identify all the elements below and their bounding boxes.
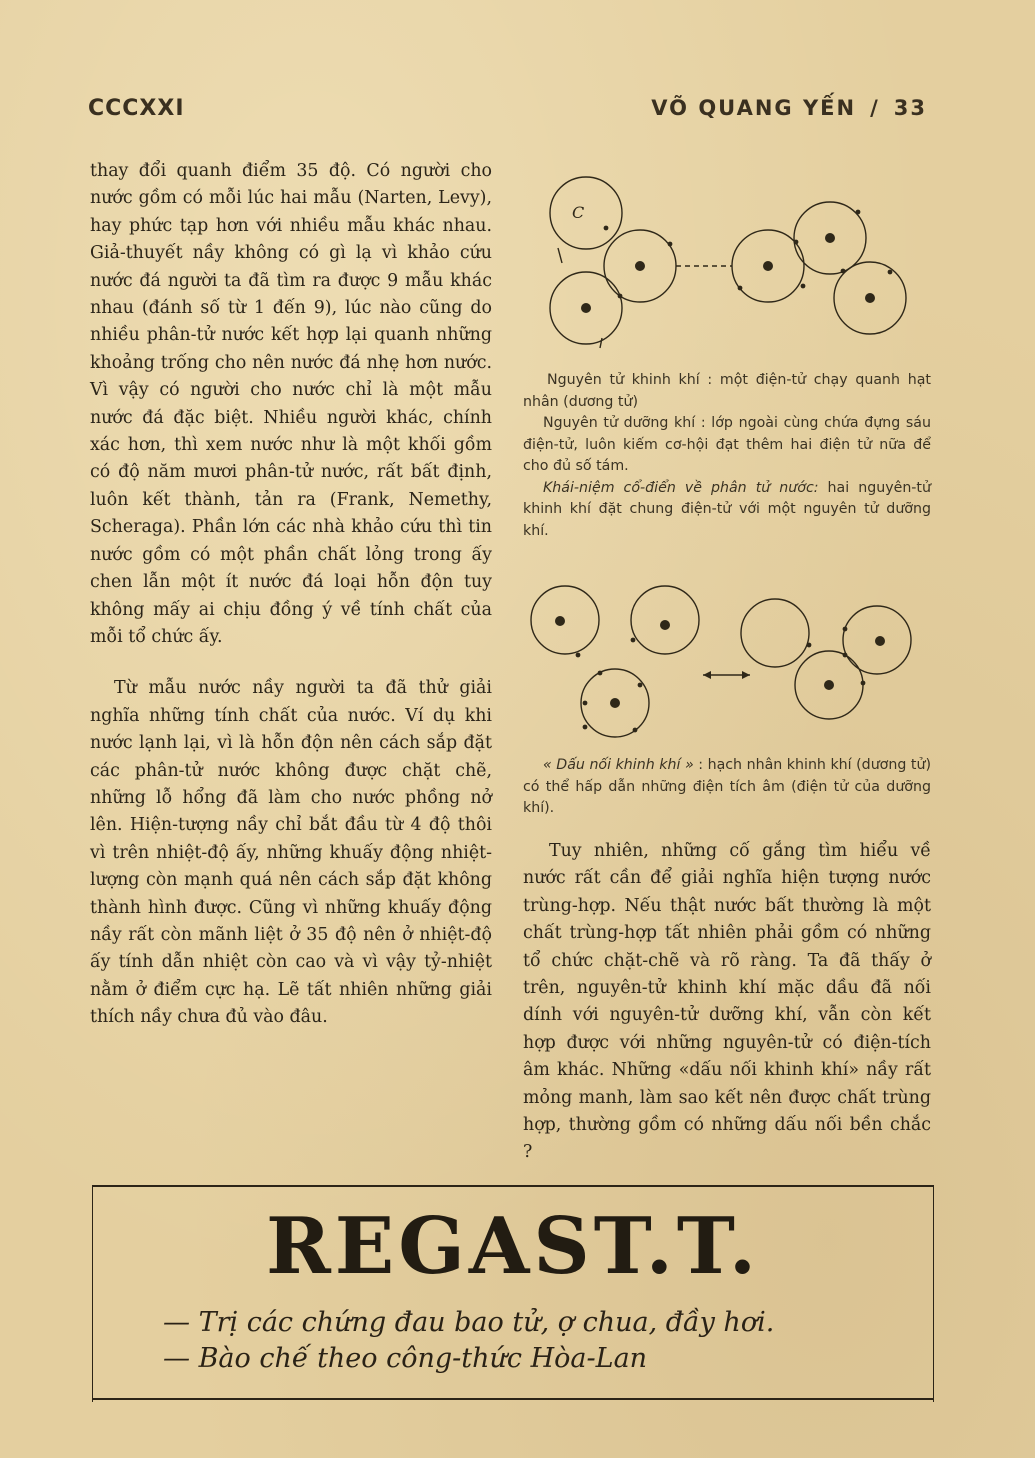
electron-dot [604, 226, 609, 231]
caption-oxygen: Nguyên tử dưỡng khí : lớp ngoài cùng chứa đựng sáu điện-tử, luôn kiếm cơ-hội đạt thêm hai điện tử nữa để cho đủ số tám. [523, 415, 931, 474]
nucleus-dot-2 [581, 303, 591, 313]
ad-bottom-rule [92, 1398, 934, 1400]
left-paragraph-2: Từ mẫu nước nầy người ta đã thử giải nghĩa những tính chất của nước. Ví dụ khi nước lạnh lại, vì là hỗn độn nên cách sắp đặt các phân-tử nước không được chặt chẽ, những lỗ hổng đã làm cho nước phồng nở lên. Hiện-tượng nầy chỉ bắt đầu từ 4 độ thôi vì trên nhiệt-độ ấy, những khuấy động nhiệt-lượng còn mạnh quá nên cách sắp đặt không thành hình được. Cũng vì những khuấy động nầy rất còn mãnh liệt ở 35 độ nên ở nhiệt-độ ấy tính dẫn nhiệt còn cao và vì vậy tỷ-nhiệt nằm ở điểm cực hạ. Lẽ tất nhiên những giải thích nầy chưa đủ vào đâu. [90, 678, 492, 1028]
electron-dot-2 [618, 294, 623, 299]
left-column [90, 158, 492, 1032]
molecule-b-oxygen-circle [741, 599, 809, 667]
nucleus-dot-5 [865, 293, 875, 303]
nucleus-dot-3 [763, 261, 773, 271]
ad-line-1: — Trị các chứng đau bao tử, ợ chua, đầy hơi. [163, 1307, 775, 1338]
electron-dot-10 [633, 728, 638, 733]
electron-dot-6 [856, 210, 861, 215]
electron-dot-5 [801, 284, 806, 289]
electron-dot-7 [843, 627, 848, 632]
caption-hydrogen-bond-body: : hạch nhân khinh khí (dương tử) có thể hấp dẫn những điện tích âm (điện tử của dưỡng khí). [523, 757, 931, 816]
carbon-label: C [572, 203, 585, 222]
atom-diagram-1 [540, 168, 920, 358]
page-number: 33 [893, 96, 927, 120]
electron-dot-8 [843, 653, 848, 658]
author-name: VÕ QUANG YẾN [651, 96, 857, 120]
nucleus-dot [635, 261, 645, 271]
electron-dot-6 [807, 643, 812, 648]
right-paragraph: Tuy nhiên, những cố gắng tìm hiểu về nước rất cần để giải nghĩa hiện tượng nước trùng-hợp. Nếu thật nước bất thường là một chất trùng-hợp tất nhiên phải gồm có những tổ chức chặt-chẽ và rõ ràng. Ta đã thấy ở trên, nguyên-tử khinh khí mặc dầu đã nối dính với nguyên-tử dưỡng khí, vẫn còn kết hợp được với những nguyên-tử có điện-tích âm khác. Những «dấu nối khinh khí» nầy rất mỏng manh, làm sao kết nên được chất trùng hợp, thường gồm có những dấu nối bền chắc ? [523, 841, 931, 1163]
ad-brand: REGAST.T. [265, 1201, 761, 1292]
ad-line-2: — Bào chế theo công-thức Hòa-Lan [163, 1343, 648, 1374]
arrow-head-left [703, 671, 711, 679]
electron-dot-9 [861, 681, 866, 686]
tick-mark [558, 248, 562, 263]
arrow-head-right [742, 671, 750, 679]
electron-dot-3 [598, 671, 603, 676]
left-paragraph-1: thay đổi quanh điểm 35 độ. Có người cho nước gồm có mỗi lúc hai mẫu (Narten, Levy), hay phức tạp hơn với nhiều mẫu khác nhau. Giả-thuyết nầy không có gì lạ vì khảo cứu nước đá người ta đã tìm ra được 9 mẫu khác nhau (đánh số từ 1 đến 9), lúc nào cũng do nhiều phân-tử nước kết hợp lại quanh những khoảng trống cho nên nước đá nhẹ hơn nước. Vì vậy có người cho nước chỉ là một mẫu nước đá đặc biệt. Nhiều người khác, chính xác hơn, thì xem nước như là một khối gồm có độ năm mươi phân-tử nước, rất bất định, luôn kết thành, tản ra (Frank, Nemethy, Scheraga). Phần lớn các nhà khảo cứu thì tin nước gồm có một phần chất lỏng trong ấy chen lẫn một ít nước đá loại hỗn độn tuy không mấy ai chịu đồng ý về tính chất của mỗi tổ chức ấy. [90, 161, 492, 647]
electron-dot-11 [583, 725, 588, 730]
header-separator: / [870, 96, 880, 120]
issue-number: CCCXXI [88, 96, 185, 121]
running-header [651, 96, 927, 120]
hydrogen-atom-circle [550, 177, 622, 249]
electron-dot-5 [583, 701, 588, 706]
electron-dot-3 [668, 242, 673, 247]
caption-water-title: Khái-niệm cổ-điển về phân tử nước: [543, 479, 819, 496]
nucleus-dot [555, 616, 565, 626]
hydrogen-bond-diagram [525, 585, 925, 740]
advertisement-box [92, 1185, 934, 1402]
caption-hydrogen-bond-title: « Dấu nối khinh khí » [543, 757, 694, 773]
molecule-a-hydrogen-circle [531, 586, 599, 654]
electron-dot-7 [841, 269, 846, 274]
caption-atoms [523, 370, 931, 542]
electron-dot-4 [794, 240, 799, 245]
electron-dot-9 [738, 286, 743, 291]
nucleus-dot-2 [660, 620, 670, 630]
caption-hydrogen-bond-text [523, 755, 931, 820]
nucleus-dot-3 [610, 698, 620, 708]
caption-water-text: hai nguyên-tử khinh khí đặt chung điện-tử với một nguyên tử dưỡng khí. [523, 479, 931, 539]
caption-water-molecule [523, 478, 931, 543]
nucleus-dot-4 [825, 233, 835, 243]
nucleus-dot-5 [824, 680, 834, 690]
electron-dot-2 [631, 638, 636, 643]
electron-dot-8 [888, 270, 893, 275]
nucleus-dot-4 [875, 636, 885, 646]
tick-mark-2 [600, 338, 602, 348]
caption-hydrogen: Nguyên tử khinh khí : một điện-tử chạy quanh hạt nhân (dương tử) [523, 372, 931, 410]
electron-dot-4 [638, 683, 643, 688]
caption-hydrogen-bond [523, 755, 931, 820]
electron-dot [576, 653, 581, 658]
